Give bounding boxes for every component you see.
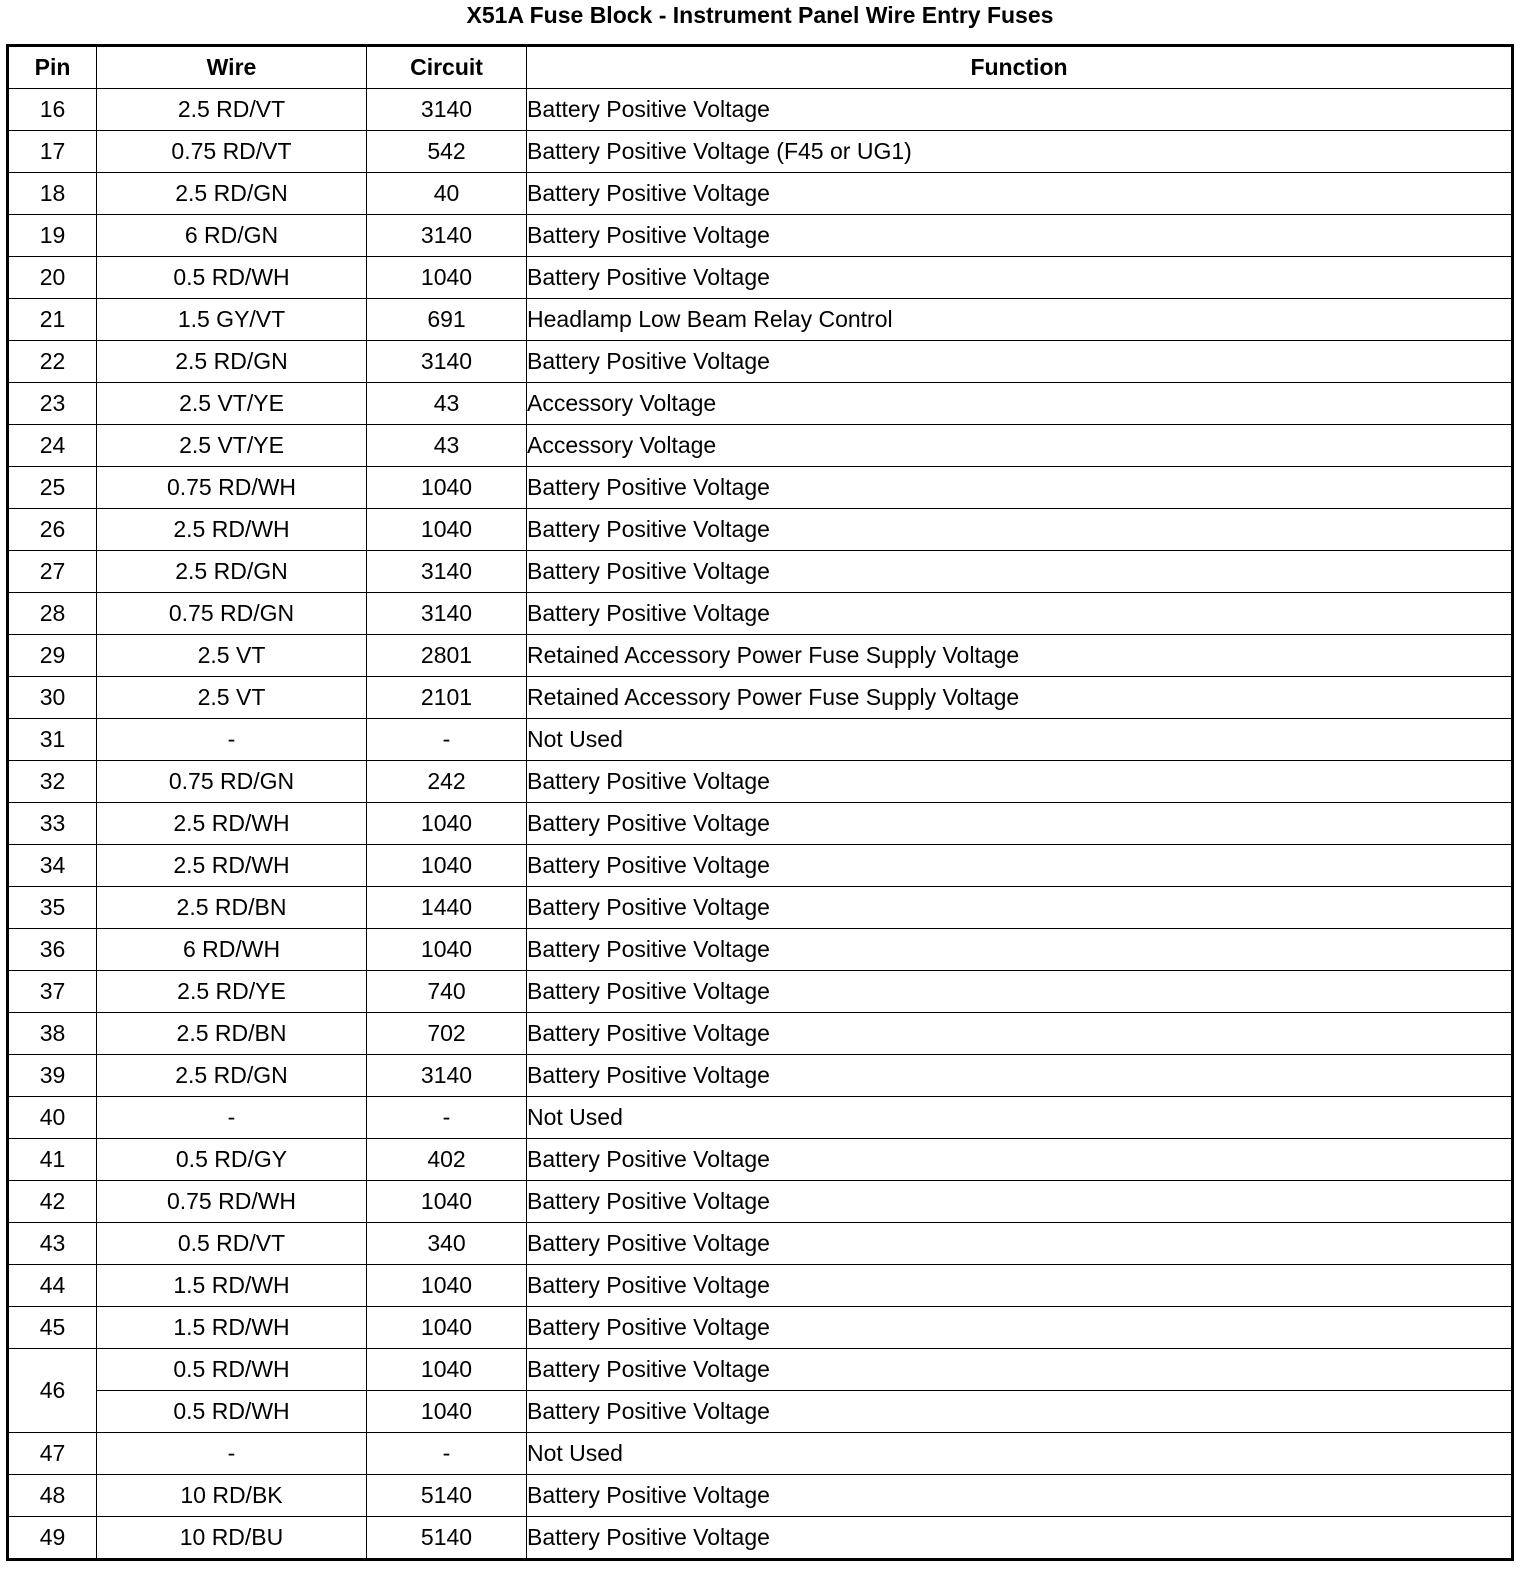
cell-circuit: 40: [367, 173, 527, 215]
cell-function: Battery Positive Voltage: [527, 1265, 1513, 1307]
table-row: [8, 845, 1513, 887]
cell-wire: 2.5 RD/YE: [97, 971, 367, 1013]
cell-pin: 30: [8, 677, 97, 719]
cell-wire: 0.5 RD/WH: [97, 1349, 367, 1391]
header-circuit: Circuit: [367, 46, 527, 89]
table-row: [8, 1097, 1513, 1139]
cell-wire: 2.5 VT/YE: [97, 383, 367, 425]
cell-circuit: 1040: [367, 467, 527, 509]
cell-circuit: -: [367, 1433, 527, 1475]
table-row: [8, 257, 1513, 299]
cell-pin: 17: [8, 131, 97, 173]
cell-pin: 23: [8, 383, 97, 425]
cell-circuit: 402: [367, 1139, 527, 1181]
table-row: [8, 131, 1513, 173]
cell-function: Not Used: [527, 1097, 1513, 1139]
cell-function: Battery Positive Voltage: [527, 887, 1513, 929]
cell-function: Battery Positive Voltage: [527, 845, 1513, 887]
cell-function: Battery Positive Voltage: [527, 341, 1513, 383]
cell-circuit: 3140: [367, 593, 527, 635]
cell-pin: 46: [8, 1349, 97, 1433]
cell-pin: 40: [8, 1097, 97, 1139]
cell-pin: 38: [8, 1013, 97, 1055]
cell-wire: 10 RD/BK: [97, 1475, 367, 1517]
cell-pin: 18: [8, 173, 97, 215]
cell-pin: 27: [8, 551, 97, 593]
table-row: [8, 803, 1513, 845]
cell-circuit: 5140: [367, 1475, 527, 1517]
table-row: [8, 551, 1513, 593]
page-title: X51A Fuse Block - Instrument Panel Wire Entry Fuses: [466, 2, 1054, 28]
cell-pin: 45: [8, 1307, 97, 1349]
cell-function: Battery Positive Voltage: [527, 215, 1513, 257]
cell-pin: 31: [8, 719, 97, 761]
cell-circuit: 1040: [367, 929, 527, 971]
cell-wire: 6 RD/WH: [97, 929, 367, 971]
table-row: [8, 1349, 1513, 1391]
cell-wire: 0.75 RD/WH: [97, 1181, 367, 1223]
cell-pin: 22: [8, 341, 97, 383]
cell-circuit: 740: [367, 971, 527, 1013]
cell-wire: 6 RD/GN: [97, 215, 367, 257]
cell-pin: 24: [8, 425, 97, 467]
cell-circuit: 1040: [367, 1349, 527, 1391]
table-row: [8, 1517, 1513, 1560]
cell-circuit: 1040: [367, 1391, 527, 1433]
cell-wire: 2.5 RD/GN: [97, 173, 367, 215]
table-row: [8, 971, 1513, 1013]
cell-circuit: 1040: [367, 1307, 527, 1349]
cell-wire: 1.5 GY/VT: [97, 299, 367, 341]
cell-circuit: 1040: [367, 1265, 527, 1307]
cell-function: Battery Positive Voltage: [527, 1307, 1513, 1349]
cell-wire: 2.5 VT: [97, 677, 367, 719]
cell-function: Battery Positive Voltage: [527, 173, 1513, 215]
cell-pin: 35: [8, 887, 97, 929]
cell-circuit: 43: [367, 425, 527, 467]
table-row: [8, 761, 1513, 803]
cell-circuit: 1040: [367, 1181, 527, 1223]
cell-circuit: 1040: [367, 845, 527, 887]
cell-wire: -: [97, 1097, 367, 1139]
cell-wire: 2.5 RD/BN: [97, 1013, 367, 1055]
table-row: [8, 677, 1513, 719]
cell-pin: 26: [8, 509, 97, 551]
table-row: [8, 1139, 1513, 1181]
table-row: [8, 89, 1513, 131]
cell-function: Battery Positive Voltage: [527, 1055, 1513, 1097]
table-header-row: [8, 46, 1513, 89]
table-row: [8, 173, 1513, 215]
cell-wire: 1.5 RD/WH: [97, 1307, 367, 1349]
cell-function: Not Used: [527, 1433, 1513, 1475]
cell-function: Battery Positive Voltage: [527, 89, 1513, 131]
cell-pin: 36: [8, 929, 97, 971]
cell-wire: 2.5 RD/WH: [97, 803, 367, 845]
table-row: [8, 1181, 1513, 1223]
cell-function: Headlamp Low Beam Relay Control: [527, 299, 1513, 341]
header-function: Function: [527, 46, 1513, 89]
table-row: [8, 1391, 1513, 1433]
cell-wire: 2.5 VT: [97, 635, 367, 677]
cell-pin: 29: [8, 635, 97, 677]
cell-circuit: 691: [367, 299, 527, 341]
cell-pin: 48: [8, 1475, 97, 1517]
cell-pin: 39: [8, 1055, 97, 1097]
table-row: [8, 341, 1513, 383]
cell-circuit: -: [367, 719, 527, 761]
cell-function: Battery Positive Voltage: [527, 929, 1513, 971]
cell-pin: 20: [8, 257, 97, 299]
table-row: [8, 1265, 1513, 1307]
table-row: [8, 1475, 1513, 1517]
cell-function: Battery Positive Voltage: [527, 1517, 1513, 1560]
cell-pin: 34: [8, 845, 97, 887]
table-row: [8, 299, 1513, 341]
cell-wire: 0.75 RD/VT: [97, 131, 367, 173]
cell-pin: 25: [8, 467, 97, 509]
cell-circuit: 3140: [367, 89, 527, 131]
cell-pin: 49: [8, 1517, 97, 1560]
cell-wire: 2.5 RD/GN: [97, 1055, 367, 1097]
cell-wire: 10 RD/BU: [97, 1517, 367, 1560]
table-body: [8, 89, 1513, 1560]
cell-circuit: 1040: [367, 257, 527, 299]
cell-function: Battery Positive Voltage: [527, 971, 1513, 1013]
cell-function: Battery Positive Voltage: [527, 467, 1513, 509]
cell-wire: 2.5 RD/GN: [97, 341, 367, 383]
cell-function: Battery Positive Voltage: [527, 1181, 1513, 1223]
cell-function: Accessory Voltage: [527, 383, 1513, 425]
cell-wire: 0.75 RD/GN: [97, 761, 367, 803]
cell-circuit: 5140: [367, 1517, 527, 1560]
cell-circuit: -: [367, 1097, 527, 1139]
cell-wire: 0.5 RD/WH: [97, 1391, 367, 1433]
cell-wire: 2.5 RD/WH: [97, 509, 367, 551]
table-row: [8, 929, 1513, 971]
cell-wire: 2.5 RD/VT: [97, 89, 367, 131]
cell-circuit: 702: [367, 1013, 527, 1055]
cell-pin: 33: [8, 803, 97, 845]
cell-circuit: 1440: [367, 887, 527, 929]
cell-pin: 19: [8, 215, 97, 257]
cell-wire: 0.5 RD/VT: [97, 1223, 367, 1265]
cell-wire: -: [97, 719, 367, 761]
cell-function: Battery Positive Voltage: [527, 257, 1513, 299]
cell-function: Battery Positive Voltage: [527, 803, 1513, 845]
cell-function: Battery Positive Voltage: [527, 1391, 1513, 1433]
cell-wire: 2.5 RD/BN: [97, 887, 367, 929]
cell-pin: 41: [8, 1139, 97, 1181]
cell-pin: 21: [8, 299, 97, 341]
table-row: [8, 1307, 1513, 1349]
cell-function: Battery Positive Voltage: [527, 1223, 1513, 1265]
cell-circuit: 3140: [367, 341, 527, 383]
cell-pin: 42: [8, 1181, 97, 1223]
cell-circuit: 242: [367, 761, 527, 803]
cell-pin: 37: [8, 971, 97, 1013]
cell-circuit: 3140: [367, 551, 527, 593]
cell-wire: 0.75 RD/GN: [97, 593, 367, 635]
cell-wire: 2.5 VT/YE: [97, 425, 367, 467]
cell-circuit: 340: [367, 1223, 527, 1265]
cell-pin: 28: [8, 593, 97, 635]
cell-function: Battery Positive Voltage (F45 or UG1): [527, 131, 1513, 173]
cell-pin: 16: [8, 89, 97, 131]
fuse-table: [6, 44, 1514, 1561]
cell-circuit: 1040: [367, 803, 527, 845]
cell-circuit: 542: [367, 131, 527, 173]
cell-function: Battery Positive Voltage: [527, 551, 1513, 593]
cell-function: Accessory Voltage: [527, 425, 1513, 467]
cell-function: Battery Positive Voltage: [527, 509, 1513, 551]
cell-function: Battery Positive Voltage: [527, 1139, 1513, 1181]
cell-circuit: 1040: [367, 509, 527, 551]
cell-function: Retained Accessory Power Fuse Supply Voltage: [527, 635, 1513, 677]
cell-circuit: 3140: [367, 1055, 527, 1097]
table-row: [8, 467, 1513, 509]
cell-wire: -: [97, 1433, 367, 1475]
header-pin: Pin: [8, 46, 97, 89]
cell-pin: 43: [8, 1223, 97, 1265]
table-row: [8, 1433, 1513, 1475]
cell-wire: 2.5 RD/GN: [97, 551, 367, 593]
cell-function: Not Used: [527, 719, 1513, 761]
cell-circuit: 2801: [367, 635, 527, 677]
cell-function: Battery Positive Voltage: [527, 761, 1513, 803]
cell-function: Battery Positive Voltage: [527, 1349, 1513, 1391]
table-row: [8, 1055, 1513, 1097]
table-row: [8, 215, 1513, 257]
cell-wire: 0.75 RD/WH: [97, 467, 367, 509]
cell-circuit: 2101: [367, 677, 527, 719]
table-row: [8, 1223, 1513, 1265]
table-row: [8, 719, 1513, 761]
cell-circuit: 3140: [367, 215, 527, 257]
cell-wire: 0.5 RD/WH: [97, 257, 367, 299]
cell-wire: 0.5 RD/GY: [97, 1139, 367, 1181]
table-row: [8, 635, 1513, 677]
cell-function: Battery Positive Voltage: [527, 1475, 1513, 1517]
cell-wire: 1.5 RD/WH: [97, 1265, 367, 1307]
table-row: [8, 425, 1513, 467]
table-row: [8, 383, 1513, 425]
table-row: [8, 1013, 1513, 1055]
header-wire: Wire: [97, 46, 367, 89]
cell-function: Battery Positive Voltage: [527, 593, 1513, 635]
table-row: [8, 887, 1513, 929]
cell-pin: 32: [8, 761, 97, 803]
cell-function: Battery Positive Voltage: [527, 1013, 1513, 1055]
table-row: [8, 509, 1513, 551]
cell-circuit: 43: [367, 383, 527, 425]
cell-pin: 44: [8, 1265, 97, 1307]
cell-wire: 2.5 RD/WH: [97, 845, 367, 887]
table-row: [8, 593, 1513, 635]
cell-pin: 47: [8, 1433, 97, 1475]
cell-function: Retained Accessory Power Fuse Supply Voltage: [527, 677, 1513, 719]
